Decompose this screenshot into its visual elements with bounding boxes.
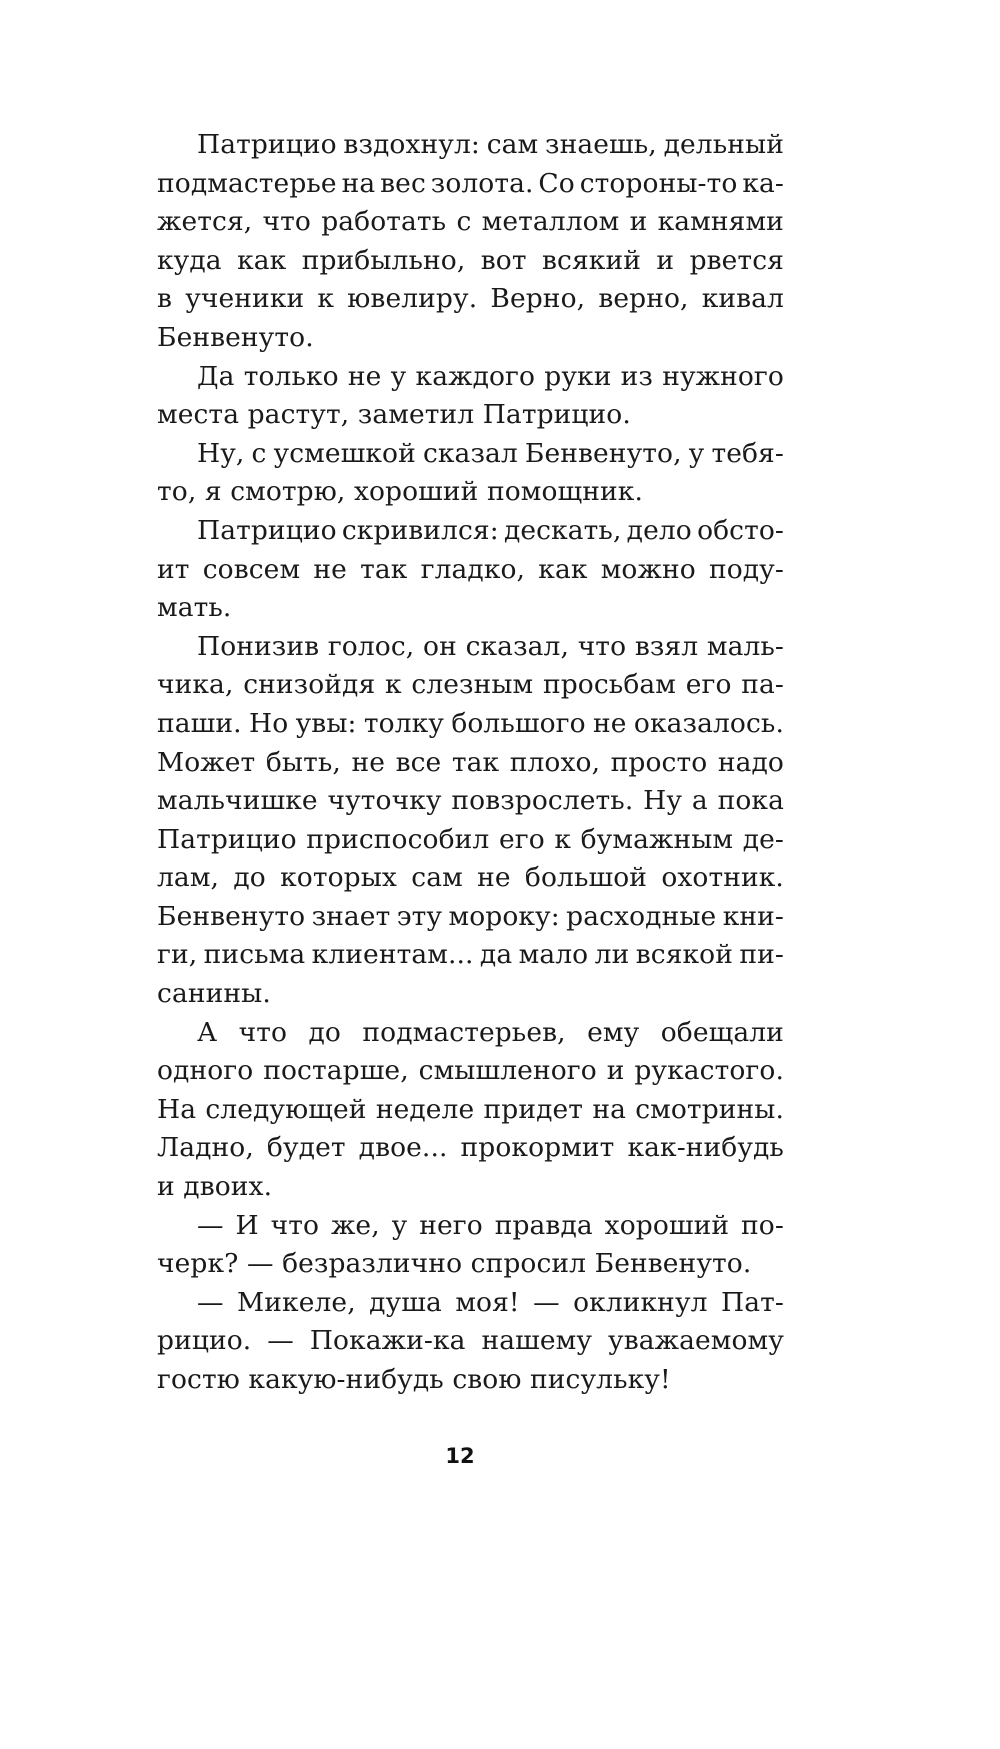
text-line: чика, снизойдя к слезным просьбам его па- [157, 669, 784, 701]
text-line: то, я смотрю, хороший помощник. [157, 476, 643, 508]
text-line: На следующей неделе придет на смотрины. [157, 1093, 784, 1125]
paragraph [157, 435, 784, 512]
text-line: А что до подмастерьев, ему обещали [197, 1016, 784, 1048]
text-line: мать. [157, 592, 232, 624]
paragraph [157, 1207, 784, 1284]
paragraph [157, 512, 784, 628]
text-line: Патрицио вздохнул: сам знаешь, дельный [197, 129, 784, 160]
text-line: в ученики к ювелиру. Верно, верно, кивал [157, 283, 784, 315]
text-line: одного постарше, смышленого и рукастого. [157, 1055, 784, 1087]
body-text [157, 126, 784, 1400]
paragraph [157, 358, 784, 435]
text-line: Бенвенуто знает эту мороку: расходные кни- [157, 900, 784, 932]
paragraph [157, 628, 784, 1014]
text-line: подмастерье на вес золота. Со стороны-то ка- [157, 167, 784, 199]
text-line: Бенвенуто. [157, 321, 314, 353]
paragraph [157, 126, 784, 358]
text-line: рицио. — Покажи-ка нашему уважаемому [157, 1325, 784, 1357]
paragraph [157, 1014, 784, 1207]
text-line: черк? — безразлично спросил Бенвенуто. [157, 1248, 752, 1280]
text-line: Ну, с усмешкой сказал Бенвенуто, у тебя- [197, 437, 784, 469]
text-line: — И что же, у него правда хороший по- [197, 1209, 784, 1241]
text-line: ги, письма клиентам... да мало ли всякой пи- [157, 939, 784, 971]
text-line: лам, до которых сам не большой охотник. [157, 862, 784, 894]
text-line: Понизив голос, он сказал, что взял маль- [197, 630, 784, 662]
text-line: паши. Но увы: толку большого не оказалось. [157, 707, 784, 739]
text-line: Да только не у каждого руки из нужного [197, 360, 784, 392]
text-line: мальчишке чуточку повзрослеть. Ну а пока [157, 785, 784, 817]
text-line: Патрицио приспособил его к бумажным де- [157, 823, 784, 855]
text-line: ит совсем не так гладко, как можно поду- [157, 553, 784, 585]
paragraph [157, 1284, 784, 1400]
text-line: жется, что работать с металлом и камнями [157, 206, 784, 238]
text-line: Ладно, будет двое... прокормит как-нибудь [157, 1132, 784, 1164]
text-line: куда как прибыльно, вот всякий и рвется [157, 244, 784, 276]
text-line: и двоих. [157, 1171, 273, 1203]
text-line: места растут, заметил Патрицио. [157, 399, 631, 431]
text-line: Может быть, не все так плохо, просто надо [157, 746, 784, 778]
text-line: Патрицио скривился: дескать, дело обсто- [197, 514, 784, 546]
text-line: — Микеле, душа моя! — окликнул Пат- [197, 1286, 784, 1318]
page-number: 12 [445, 1444, 475, 1468]
text-line: санины. [157, 978, 271, 1010]
text-line: гостю какую-нибудь свою писульку! [157, 1364, 671, 1395]
